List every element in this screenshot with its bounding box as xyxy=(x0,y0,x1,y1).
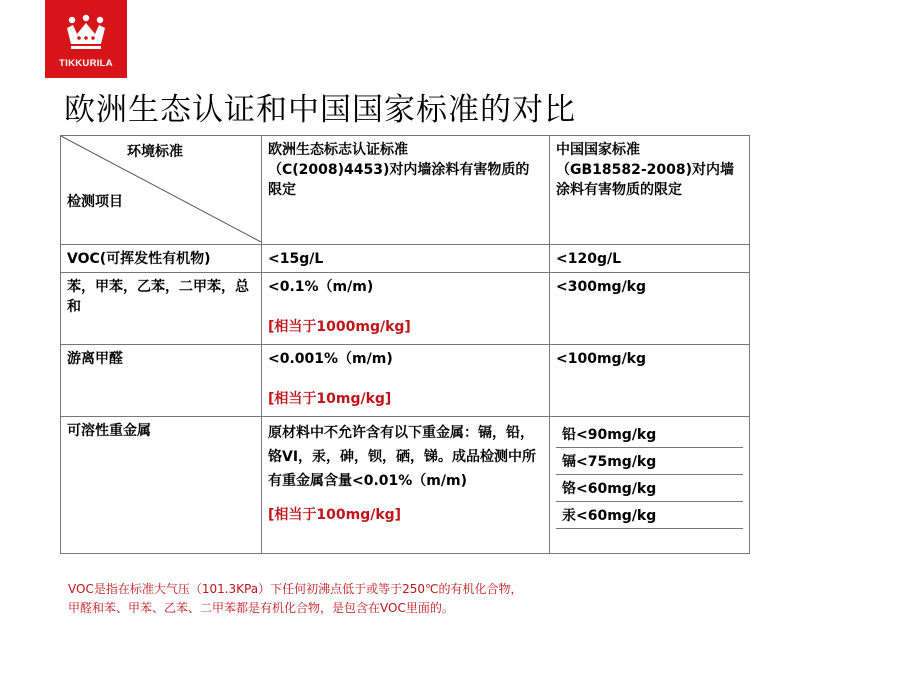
eu-equivalent-note: [相当于1000mg/kg] xyxy=(268,319,411,335)
metal-limit-mercury: 汞<60mg/kg xyxy=(556,502,743,529)
cn-value: <300mg/kg xyxy=(550,273,750,345)
metal-limit-lead: 铅<90mg/kg xyxy=(556,421,743,448)
row-item: 苯，甲苯，乙苯，二甲苯，总和 xyxy=(61,273,262,345)
row-item: 可溶性重金属 xyxy=(61,417,262,554)
footnote-line-1: VOC是指在标准大气压（101.3KPa）下任何初沸点低于或等于250℃的有机化合物， xyxy=(68,582,523,596)
cn-header-title: 中国国家标准 xyxy=(556,142,640,158)
cn-value: <100mg/kg xyxy=(550,345,750,417)
table-row xyxy=(61,273,750,345)
metal-limit-cadmium: 镉<75mg/kg xyxy=(556,448,743,475)
standard-header: 环境标准 xyxy=(127,144,183,160)
row-item: 游离甲醛 xyxy=(61,345,262,417)
eu-value: <0.1%（m/m) xyxy=(268,279,374,295)
eu-standard-header xyxy=(262,136,550,245)
eu-equivalent-note: [相当于10mg/kg] xyxy=(268,391,392,407)
eu-cell xyxy=(262,417,550,554)
tikkurila-logo xyxy=(45,0,127,78)
cn-standard-header xyxy=(550,136,750,245)
item-header: 检测项目 xyxy=(67,194,123,210)
row-item: VOC(可挥发性有机物) xyxy=(61,245,262,273)
table-row xyxy=(61,245,750,273)
eu-cell xyxy=(262,273,550,345)
eu-value: <0.001%（m/m) xyxy=(268,351,393,367)
footnote xyxy=(68,580,522,618)
table-row xyxy=(61,345,750,417)
brand-name: TIKKURILA xyxy=(59,58,113,69)
eu-value: 原材料中不允许含有以下重金属：镉，铅，铬VI，汞，砷，钡，硒，锑。成品检测中所有重金属含量<0.01%（m/m) xyxy=(268,425,537,489)
eu-header-title: 欧洲生态标志认证标准 xyxy=(268,142,408,158)
eu-value: <15g/L xyxy=(262,245,550,273)
header-row xyxy=(61,136,750,245)
metal-limit-chromium: 铬<60mg/kg xyxy=(556,475,743,502)
cn-header-sub: （GB18582-2008)对内墙涂料有害物质的限定 xyxy=(556,162,735,198)
crown-icon xyxy=(63,14,109,52)
eu-equivalent-note: [相当于100mg/kg] xyxy=(268,507,402,523)
cn-metal-limits xyxy=(550,417,750,554)
page-title: 欧洲生态认证和中国国家标准的对比 xyxy=(64,92,576,128)
eu-cell xyxy=(262,345,550,417)
eu-header-sub: （C(2008)4453)对内墙涂料有害物质的限定 xyxy=(268,162,530,198)
comparison-table xyxy=(60,135,750,554)
table-row-metals xyxy=(61,417,750,554)
diagonal-header-cell xyxy=(61,136,262,245)
footnote-line-2: 甲醛和苯、甲苯、乙苯、二甲苯都是有机化合物，是包含在VOC里面的。 xyxy=(68,601,454,615)
cn-value: <120g/L xyxy=(550,245,750,273)
